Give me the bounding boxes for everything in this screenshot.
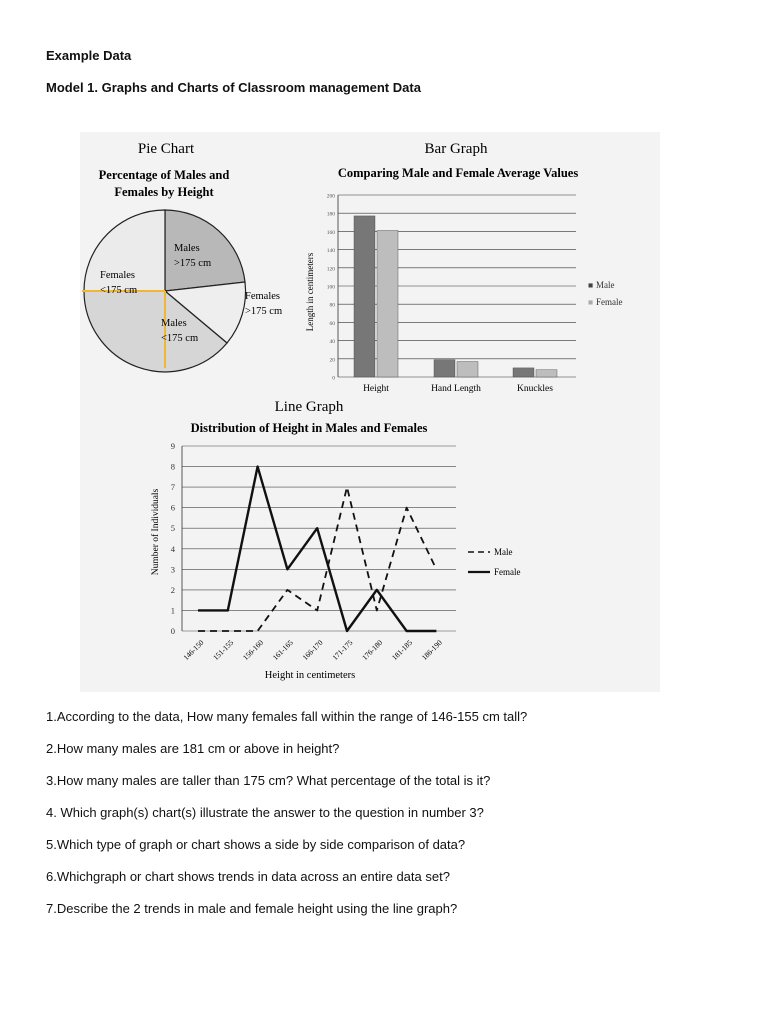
line-ylabel: Number of Individuals <box>151 488 161 576</box>
line-xtick-label: 166-170 <box>300 638 325 663</box>
line-series-male <box>198 487 436 631</box>
pie-label-males-over-175-line1: Males <box>174 243 200 254</box>
line-title: Distribution of Height in Males and Females <box>190 421 428 435</box>
question-1: 1.According to the data, How many females fall within the range of 146-155 cm tall? <box>46 709 528 724</box>
line-ytick-label: 4 <box>170 543 175 554</box>
bar-legend-male-label: Male <box>596 280 615 290</box>
pie-title-line2: Females by Height <box>114 185 214 199</box>
bar-male-knuckles <box>513 368 534 377</box>
bar-legend-female-label: Female <box>596 297 623 307</box>
chart-figure <box>80 132 660 692</box>
bar-ytick-label: 40 <box>329 339 335 346</box>
line-ytick-label: 0 <box>170 626 175 636</box>
question-7: 7.Describe the 2 trends in male and female height using the line graph? <box>46 901 458 916</box>
bar-ytick-label: 60 <box>329 320 335 327</box>
bar-ylabel: Length in centimeters <box>305 252 315 332</box>
line-legend-female-label: Female <box>494 567 521 577</box>
bar-ytick-label: 20 <box>329 357 335 364</box>
bar-legend <box>588 280 623 307</box>
pie-label-males-under-175-line2: <175 cm <box>161 333 199 344</box>
line-xtick-label: 186-190 <box>419 638 444 663</box>
line-ytick-label: 6 <box>170 502 175 513</box>
line-xtick-label: 171-175 <box>330 638 355 663</box>
bar-heading: Bar Graph <box>424 141 488 157</box>
line-xtick-label: 151-155 <box>211 638 236 663</box>
question-2: 2.How many males are 181 cm or above in height? <box>46 741 340 756</box>
bar-category-label: Height <box>363 384 389 394</box>
pie-label-females-over-175-line1: Females <box>245 291 280 302</box>
question-6: 6.Whichgraph or chart shows trends in data across an entire data set? <box>46 869 450 884</box>
pie-title-line1: Percentage of Males and <box>98 168 230 182</box>
bar-chart <box>305 141 623 394</box>
question-4: 4. Which graph(s) chart(s) illustrate the answer to the question in number 3? <box>46 805 484 820</box>
document-subheading: Model 1. Graphs and Charts of Classroom management Data <box>46 80 421 95</box>
question-3: 3.How many males are taller than 175 cm? What percentage of the total is it? <box>46 773 491 788</box>
pie-chart <box>82 141 282 372</box>
line-xtick-label: 146-150 <box>181 638 206 663</box>
pie-label-females-under-175-line1: Females <box>100 270 135 281</box>
bar-ytick-label: 100 <box>326 284 335 291</box>
bar-female-hand-length <box>457 362 478 377</box>
line-ytick-label: 3 <box>170 564 175 575</box>
pie-label-males-over-175-line2: >175 cm <box>174 258 212 269</box>
line-ytick-label: 1 <box>170 605 175 616</box>
line-ytick-label: 2 <box>170 584 175 595</box>
bar-ytick-label: 120 <box>326 266 335 273</box>
bar-legend-male-swatch: ■ <box>588 280 594 290</box>
line-xtick-label: 161-165 <box>270 638 295 663</box>
line-xtick-label: 181-185 <box>389 638 415 663</box>
pie-heading: Pie Chart <box>137 141 195 157</box>
bar-category-label: Knuckles <box>517 384 553 394</box>
pie-label-males-under-175-line1: Males <box>161 318 187 329</box>
bar-female-knuckles <box>536 370 557 377</box>
line-xtick-label: 176-180 <box>360 638 385 663</box>
pie-label-females-under-175-line2: <175 cm <box>100 285 138 296</box>
line-ytick-label: 5 <box>170 523 175 534</box>
bar-legend-female-swatch: ■ <box>588 297 594 307</box>
line-ytick-label: 7 <box>170 482 175 493</box>
document-heading: Example Data <box>46 48 132 63</box>
question-5: 5.Which type of graph or chart shows a side by side comparison of data? <box>46 837 466 852</box>
line-legend <box>468 547 521 577</box>
line-heading: Line Graph <box>274 399 344 415</box>
line-legend-male-label: Male <box>494 547 513 557</box>
bar-ytick-label: 0 <box>332 375 335 382</box>
bar-male-height <box>354 216 375 377</box>
bar-category-label: Hand Length <box>431 384 481 394</box>
bar-female-height <box>377 230 398 377</box>
line-ytick-label: 9 <box>170 441 175 451</box>
bar-ytick-label: 200 <box>326 193 335 200</box>
bar-ytick-label: 80 <box>329 302 335 309</box>
bar-ytick-label: 140 <box>326 248 335 255</box>
pie-label-females-over-175-line2: >175 cm <box>245 306 283 317</box>
bar-title: Comparing Male and Female Average Values <box>337 166 579 180</box>
line-xlabel: Height in centimeters <box>264 670 356 681</box>
bar-ytick-label: 160 <box>326 229 335 236</box>
bar-ytick-label: 180 <box>326 211 335 218</box>
line-ytick-label: 8 <box>170 461 175 472</box>
bar-male-hand-length <box>434 360 455 377</box>
line-xtick-label: 156-160 <box>240 638 266 663</box>
chart-svg <box>80 132 660 692</box>
line-chart <box>150 399 521 681</box>
